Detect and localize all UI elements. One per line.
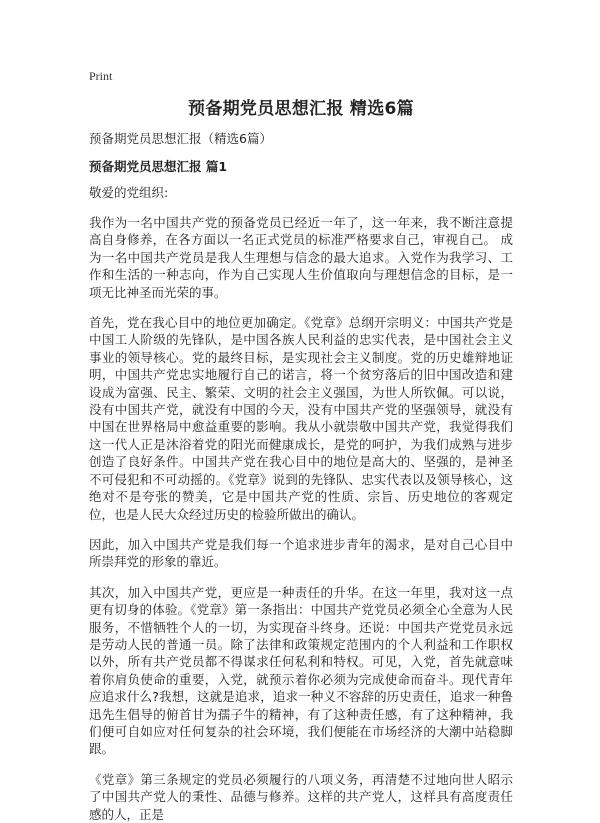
salutation: 敬爱的党组织:	[89, 185, 169, 200]
paragraph-5: 《党章》第三条规定的党员必须履行的八项义务，再清楚不过地向世人昭示了中国共产党人的秉性、品德与修养。这样的共产党人，这样具有高度责任感的人，正是	[89, 771, 513, 822]
print-label[interactable]: Print	[89, 69, 113, 83]
paragraph-3: 因此，加入中国共产党是我们每一个追求进步青年的渴求，是对自己心目中所崇拜党的形象的靠近。	[89, 536, 513, 570]
document-title: 预备期党员思想汇报 精选6篇	[188, 99, 414, 119]
paragraph-1: 我作为一名中国共产党的预备党员已经近一年了，这一年来，我不断注意提高自身修养，在各方面以一名正式党员的标准严格要求自己，审视自己。 成为一名中国共产党员是我人生理想与信念的最大追求。入党作为我学习、工作和生活的一种志向，作为自己实现人生价值取向与理想信念的目标，是一项无比神圣而光荣的事。	[89, 215, 513, 300]
section-heading: 预备期党员思想汇报 篇1	[89, 159, 228, 174]
document-subtitle: 预备期党员思想汇报（精选6篇）	[89, 131, 272, 146]
paragraph-4: 其次，加入中国共产党，更应是一种责任的升华。在这一年里，我对这一点更有切身的体验。《党章》第一条指出：中国共产党党员必须全心全意为人民服务，不惜牺牲个人的一切，为实现奋斗终身。还说：中国共产党党员永远是劳动人民的普通一员。除了法律和政策规定范围内的个人利益和工作职权以外，所有共产党员都不得谋求任何私利和特权。可见，入党，首先就意味着你肩负使命的重要，入党，就预示着你必须为完成使命而奋斗。现代青年应追求什么?我想，这就是追求，追求一种义不容辞的历史责任，追求一种鲁迅先生倡导的俯首甘为孺子牛的精神，有了这种责任感，有了这种精神，我们便可自如应对任何复杂的社会环境，我们便能在市场经济的大潮中站稳脚跟。	[89, 584, 513, 757]
paragraph-2: 首先，党在我心目中的地位更加确定。《党章》总纲开宗明义：中国共产党是中国工人阶级的先锋队，是中国各族人民利益的忠实代表，是中国社会主义事业的领导核心。党的最终目标，是实现社会主义制度。党的历史雄辩地证明，中国共产党忠实地履行自己的诺言，将一个贫穷落后的旧中国改造和建设成为富强、民主、繁荣、文明的社会主义强国，为世人所钦佩。可以说，没有中国共产党，就没有中国的今天，没有中国共产党的坚强领导，就没有中国在世界格局中愈益重要的影响。我从小就崇敬中国共产党，我觉得我们这一代人正是沐浴着党的阳光而健康成长，是党的呵护，为我们成熟与进步创造了良好条件。中国共产党在我心目中的地位是高大的、坚强的，是神圣不可侵犯和不可动摇的。《党章》说到的先锋队、忠实代表以及领导核心，这绝对不是夸张的赞美，它是中国共产党的性质、宗旨、历史地位的客观定位，也是人民大众经过历史的检验所做出的确认。	[89, 315, 513, 522]
